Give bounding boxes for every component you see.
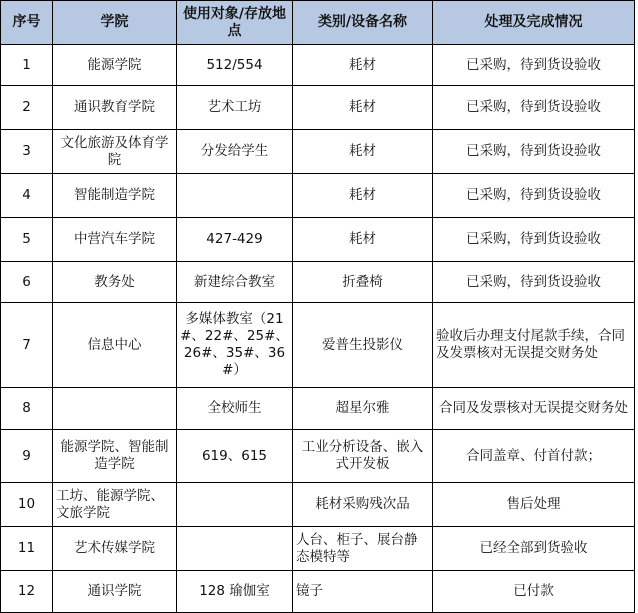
row-no: 2 [1,86,53,130]
row-college: 教务处 [53,262,177,303]
row-category: 耗材采购残次品 [293,483,433,527]
header-category: 类别/设备名称 [293,1,433,45]
header-row [1,1,635,45]
row-location: 分发给学生 [177,130,293,174]
row-no: 7 [1,303,53,388]
row-college: 文化旅游及体育学院 [53,130,177,174]
row-no: 6 [1,262,53,303]
row-college [53,388,177,430]
row-college: 中营汽车学院 [53,218,177,262]
row-status: 已经全部到货验收 [433,527,635,571]
row-status: 已采购，待到货设验收 [433,130,635,174]
row-status: 合同及发票核对无误提交财务处 [433,388,635,430]
row-category: 超星尔雅 [293,388,433,430]
row-college: 智能制造学院 [53,174,177,218]
row-category: 耗材 [293,86,433,130]
table-row [1,218,635,262]
header-college: 学院 [53,1,177,45]
table-row [1,130,635,174]
row-category: 人台、柜子、展台静态模特等 [293,527,433,571]
row-category: 镜子 [293,571,433,613]
row-college: 能源学院 [53,45,177,86]
row-location: 全校师生 [177,388,293,430]
header-no: 序号 [1,1,53,45]
row-status: 验收后办理支付尾款手续，合同及发票核对无误提交财务处 [433,303,635,388]
table-row [1,571,635,613]
row-category: 耗材 [293,218,433,262]
row-location: 新建综合教室 [177,262,293,303]
row-status: 售后处理 [433,483,635,527]
row-location: 512/554 [177,45,293,86]
header-location: 使用对象/存放地点 [177,1,293,45]
table-row [1,174,635,218]
row-no: 1 [1,45,53,86]
table-row [1,303,635,388]
row-status: 已采购，待到货设验收 [433,45,635,86]
row-status: 合同盖章、付首付款； [433,430,635,483]
row-no: 11 [1,527,53,571]
table-row [1,527,635,571]
table-row [1,388,635,430]
row-college: 通识教育学院 [53,86,177,130]
row-location: 619、615 [177,430,293,483]
row-category: 耗材 [293,174,433,218]
row-college: 通识学院 [53,571,177,613]
row-college: 能源学院、智能制造学院 [53,430,177,483]
row-location: 艺术工坊 [177,86,293,130]
table-row [1,262,635,303]
row-location: 多媒体教室（21#、22#、25#、26#、35#、36#） [177,303,293,388]
row-status: 已采购，待到货设验收 [433,86,635,130]
row-no: 8 [1,388,53,430]
row-category: 爱普生投影仪 [293,303,433,388]
row-no: 9 [1,430,53,483]
row-no: 10 [1,483,53,527]
header-status: 处理及完成情况 [433,1,635,45]
table-row [1,45,635,86]
row-category: 耗材 [293,130,433,174]
table-row [1,86,635,130]
row-college: 信息中心 [53,303,177,388]
row-college: 工坊、能源学院、文旅学院 [53,483,177,527]
row-location [177,527,293,571]
row-status: 已采购，待到货设验收 [433,262,635,303]
row-status: 已付款 [433,571,635,613]
row-location [177,483,293,527]
row-no: 4 [1,174,53,218]
row-no: 3 [1,130,53,174]
row-no: 5 [1,218,53,262]
table-row [1,430,635,483]
row-category: 工业分析设备、嵌入式开发板 [293,430,433,483]
table-row [1,483,635,527]
row-no: 12 [1,571,53,613]
row-location [177,174,293,218]
row-status: 已采购，待到货设验收 [433,174,635,218]
row-status: 已采购，待到货设验收 [433,218,635,262]
row-location: 128 瑜伽室 [177,571,293,613]
row-category: 折叠椅 [293,262,433,303]
row-category: 耗材 [293,45,433,86]
row-college: 艺术传媒学院 [53,527,177,571]
row-location: 427-429 [177,218,293,262]
